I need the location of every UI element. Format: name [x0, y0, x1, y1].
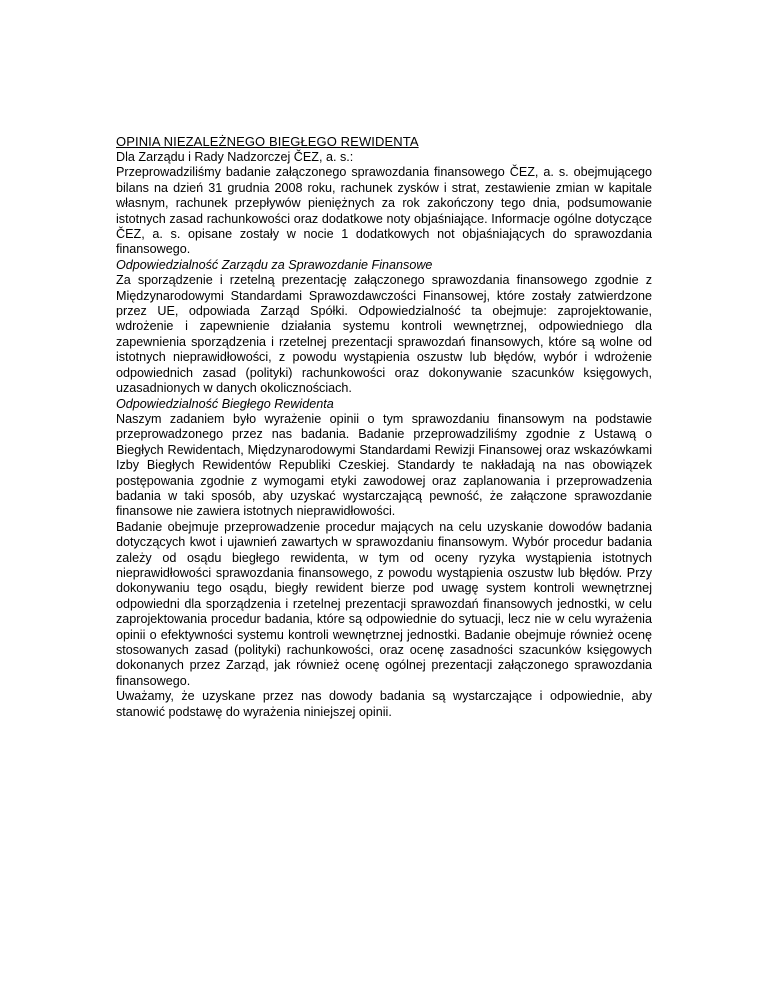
conclusion-paragraph: Uważamy, że uzyskane przez nas dowody badania są wystarczające i odpowiednie, aby stanowić podstawę do wyrażenia niniejszej opinii.: [116, 689, 652, 719]
addressee-line: Dla Zarządu i Rady Nadzorczej ČEZ, a. s.:: [116, 150, 354, 164]
management-responsibility-paragraph: Za sporządzenie i rzetelną prezentację załączonego sprawozdania finansowego zgodnie z Międzynarodowymi Standardami Sprawozdawczości Finansowej, które zostały zatwierdzone przez UE, odpowiada Zarząd Spółki. Odpowiedzialność ta obejmuje: zaprojektowanie, wdrożenie i zapewnienie działania systemu kontroli wewnętrznej, odpowiedniego dla zapewnienia sporządzenia i rzetelnej prezentacji sprawozdań finansowych, które są wolne od istotnych nieprawidłowości, z powodu wystąpienia oszustw lub błędów, wybór i wdrożenie odpowiednich zasad (polityki) rachunkowości oraz dokonywanie szacunków księgowych, uzasadnionych w danych okolicznościach.: [116, 273, 652, 396]
intro-paragraph: Przeprowadziliśmy badanie załączonego sprawozdania finansowego ČEZ, a. s. obejmującego bilans na dzień 31 grudnia 2008 roku, rachunek zysków i strat, zestawienie zmian w kapitale własnym, rachunek przepływów pieniężnych za rok zakończony tego dnia, podsumowanie istotnych zasad rachunkowości oraz dodatkowe noty objaśniające. Informacje ogólne dotyczące ČEZ, a. s. opisane zostały w nocie 1 dodatkowych not objaśniających do sprawozdania finansowego.: [116, 165, 652, 257]
document-title: OPINIA NIEZALEŻNEGO BIEGŁEGO REWIDENTA: [116, 134, 419, 149]
document-page: [116, 134, 652, 720]
management-responsibility-heading: Odpowiedzialność Zarządu za Sprawozdanie Finansowe: [116, 257, 433, 272]
auditor-responsibility-paragraph-1: Naszym zadaniem było wyrażenie opinii o tym sprawozdaniu finansowym na podstawie przeprowadzonego przez nas badania. Badanie przeprowadziliśmy zgodnie z Ustawą o Biegłych Rewidentach, Międzynarodowymi Standardami Rewizji Finansowej oraz wskazówkami Izby Biegłych Rewidentów Republiki Czeskiej. Standardy te nakładają na nas obowiązek postępowania zgodnie z wymogami etyki zawodowej oraz zaplanowania i przeprowadzenia badania w taki sposób, aby uzyskać wystarczającą pewność, że załączone sprawozdanie finansowe nie zawiera istotnych nieprawidłowości.: [116, 411, 652, 519]
auditor-responsibility-heading: Odpowiedzialność Biegłego Rewidenta: [116, 396, 334, 411]
auditor-responsibility-paragraph-2: Badanie obejmuje przeprowadzenie procedur mających na celu uzyskanie dowodów badania dotyczących kwot i ujawnień zawartych w sprawozdaniu finansowym. Wybór procedur badania zależy od osądu biegłego rewidenta, w tym od oceny ryzyka wystąpienia istotnych nieprawidłowości sprawozdania finansowego, z powodu wystąpienia oszustw lub błędów. Przy dokonywaniu tego osądu, biegły rewident bierze pod uwagę system kontroli wewnętrznej odpowiedni dla sporządzenia i rzetelnej prezentacji sprawozdań finansowych jednostki, w celu zaprojektowania procedur badania, które są odpowiednie do sytuacji, lecz nie w celu wyrażenia opinii o efektywności systemu kontroli wewnętrznej jednostki. Badanie obejmuje również ocenę stosowanych zasad (polityki) rachunkowości, oraz ocenę zasadności szacunków księgowych dokonanych przez Zarząd, jak również ocenę ogólnej prezentacji załączonego sprawozdania finansowego.: [116, 519, 652, 688]
